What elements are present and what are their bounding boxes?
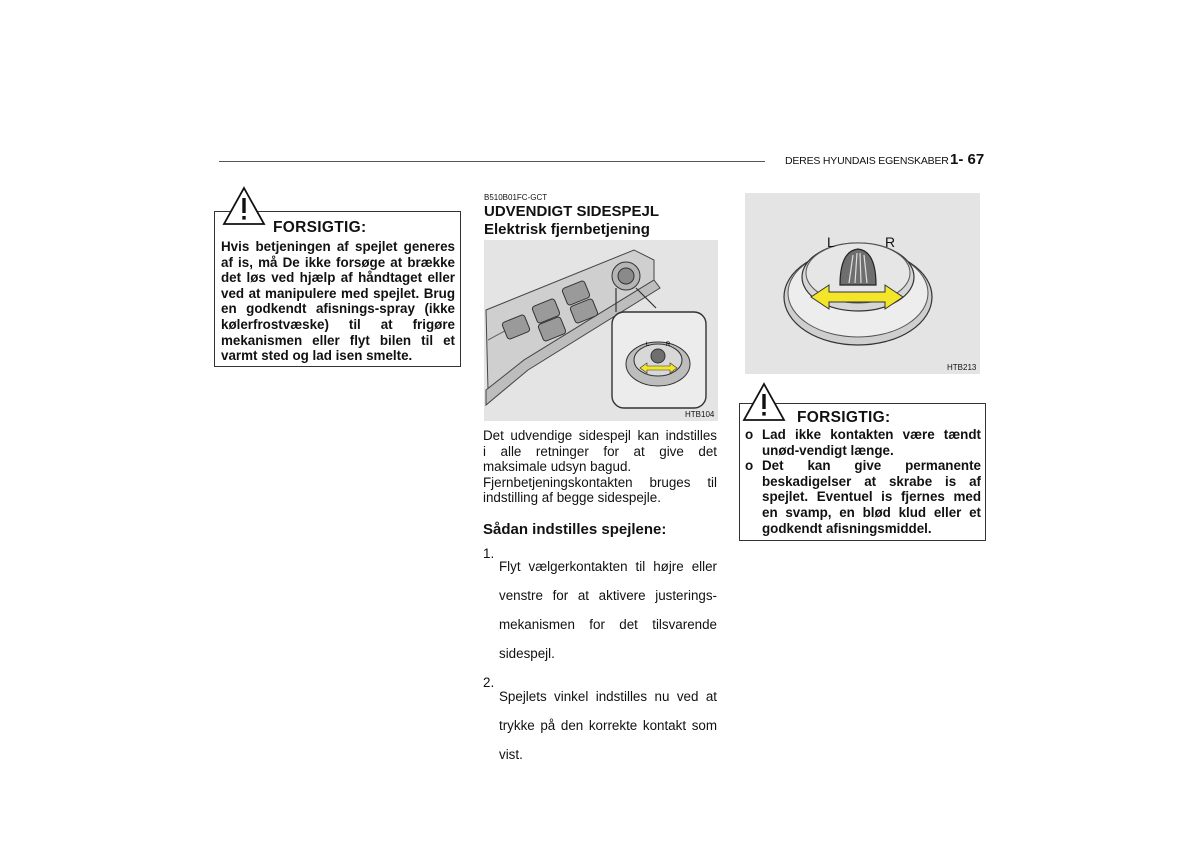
- intro-line: i alle retninger for at give det: [483, 443, 717, 459]
- section-subheading: Elektrisk fjernbetjening: [484, 221, 650, 238]
- caution-line: af is, må De ikke forsøge at brække: [221, 254, 455, 270]
- intro-paragraph: [483, 428, 717, 506]
- page-number: 1- 67: [950, 151, 985, 168]
- caution-line: beskadigelser at skrabe is af: [762, 473, 981, 489]
- caution-line: mekanismen eller flyt bilen til et: [221, 332, 455, 348]
- howto-heading: Sådan indstilles spejlene:: [483, 521, 667, 538]
- caution-line: ved at manipulere med spejlet. Brug: [221, 285, 455, 301]
- caution-list: [745, 427, 981, 536]
- document-code: B510B01FC-GCT: [484, 193, 548, 202]
- list-item: [483, 675, 717, 775]
- caution-title: FORSIGTIG:: [797, 409, 891, 426]
- caution-item: [745, 427, 981, 458]
- caution-line: en svamp, en blød klud eller et: [762, 504, 981, 520]
- list-number: 1.: [483, 546, 495, 561]
- caution-line: Det kan give permanente: [762, 458, 981, 474]
- caution-line: godkendt afisningsmiddel.: [762, 520, 932, 536]
- label-r: R: [885, 234, 896, 250]
- section-title: DERES HYUNDAIS EGENSKABER: [785, 155, 949, 167]
- intro-line: Det udvendige sidespejl kan indstilles: [483, 428, 717, 443]
- caution-line: varmt sted og lad isen smelte.: [221, 348, 413, 364]
- caution-title: FORSIGTIG:: [273, 219, 367, 236]
- caution-line: Hvis betjeningen af spejlet generes: [221, 239, 455, 254]
- list-line: Flyt vælgerkontakten til højre eller: [499, 559, 717, 575]
- caution-line: spejlet. Eventuel is fjernes med: [762, 489, 981, 505]
- figure-door-switch-panel: [484, 240, 718, 421]
- section-heading: UDVENDIGT SIDESPEJL: [484, 203, 660, 220]
- caution-line: kølerfrostvæske) til at frigøre: [221, 316, 455, 332]
- label-l: L: [827, 234, 835, 250]
- caution-box-right: [739, 403, 986, 541]
- figure-caption-2: HTB213: [947, 363, 977, 372]
- figure-mirror-switch-closeup: [745, 193, 980, 374]
- svg-text:L: L: [646, 342, 650, 348]
- list-line: mekanismen for det tilsvarende: [499, 617, 717, 633]
- list-line: sidespejl.: [499, 646, 555, 662]
- list-number: 2.: [483, 675, 495, 691]
- header-rule: [219, 161, 765, 162]
- caution-line: en godkendt afisnings-spray (ikke: [221, 301, 455, 317]
- list-line: trykke på den korrekte kontakt som: [499, 717, 717, 733]
- warning-triangle-icon: [222, 186, 266, 226]
- intro-line: maksimale udsyn bagud.: [483, 459, 632, 475]
- bullet: o: [745, 427, 754, 442]
- caution-item: [745, 458, 981, 536]
- svg-text:R: R: [666, 342, 671, 348]
- caution-line: det løs ved hjælp af håndtaget eller: [221, 270, 455, 286]
- caution-box-left: [214, 211, 461, 367]
- intro-line: Fjernbetjeningskontakten bruges til: [483, 474, 717, 490]
- caution-line: Lad ikke kontakten være tændt: [762, 427, 981, 442]
- list-line: Spejlets vinkel indstilles nu ved at: [499, 688, 717, 704]
- list-line: vist.: [499, 746, 523, 762]
- caution-text: [221, 239, 455, 364]
- list-line: venstre for at aktivere justerings-: [499, 588, 717, 604]
- steps-list: [483, 546, 717, 776]
- caution-line: unød-vendigt længe.: [762, 442, 894, 458]
- figure-caption: HTB104: [685, 410, 715, 419]
- warning-triangle-icon: [742, 382, 786, 422]
- list-item: [483, 546, 717, 675]
- intro-line: indstilling af begge sidespejle.: [483, 490, 661, 506]
- bullet: o: [745, 458, 754, 474]
